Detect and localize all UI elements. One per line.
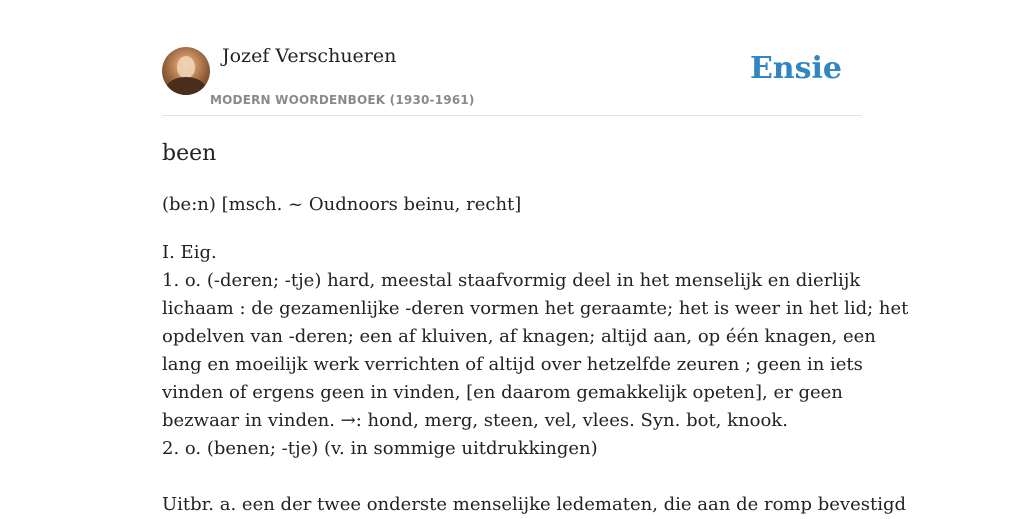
definition-line: vinden of ergens geen in vinden, [en daarom gemakkelijk opeten], er geen (162, 382, 843, 403)
definition-line: lichaam : de gezamenlijke -deren vormen het geraamte; het is weer in het lid; het (162, 298, 909, 319)
definition-body (162, 239, 909, 519)
entry-header (162, 0, 862, 116)
entry-page (162, 0, 909, 515)
ensie-logo[interactable]: Ensie (749, 51, 842, 86)
definition-line: 1. o. (-deren; -tje) hard, meestal staafvormig deel in het menselijk en dierlijk (162, 270, 861, 291)
definition-line: lang en moeilijk werk verrichten of altijd over hetzelfde zeuren ; geen in iets (162, 354, 863, 375)
definition-line: bezwaar in vinden. →: hond, merg, steen, vel, vlees. Syn. bot, knook. (162, 410, 788, 431)
etymology-text: (be:n) [msch. ~ Oudnoors beinu, recht] (162, 194, 522, 215)
author-name[interactable]: Jozef Verschueren (222, 45, 397, 67)
avatar-coat (166, 77, 206, 95)
definition-line: opdelven van -deren; een af kluiven, af knagen; altijd aan, op één knagen, een (162, 326, 876, 347)
definition-line: 2. o. (benen; -tje) (v. in sommige uitdrukkingen) (162, 438, 598, 459)
source-label[interactable]: MODERN WOORDENBOEK (1930-1961) (210, 93, 475, 107)
definition-line: I. Eig. (162, 242, 217, 263)
definition-line: Uitbr. a. een der twee onderste menselijke ledematen, die aan de romp bevestigd (162, 494, 907, 515)
paragraph-gap (162, 463, 862, 491)
headword-title: been (162, 141, 217, 166)
avatar-face (177, 56, 195, 78)
author-avatar[interactable] (162, 47, 210, 95)
